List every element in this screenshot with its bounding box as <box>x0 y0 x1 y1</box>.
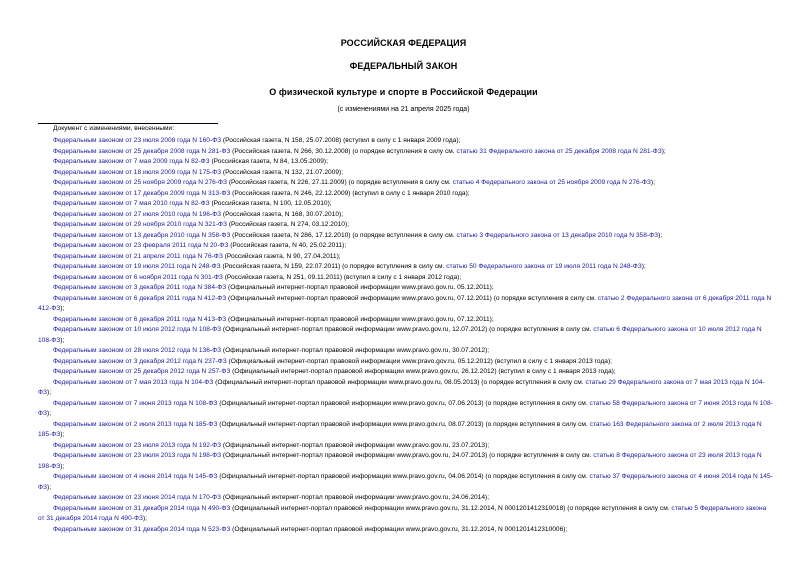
law-title: О физической культуре и спорте в Российской Федерации <box>269 87 538 97</box>
country-heading: РОССИЙСКАЯ ФЕДЕРАЦИЯ <box>340 38 467 48</box>
amendment-law-link[interactable]: Федеральным законом от 3 декабря 2011 года N 384-ФЗ <box>53 284 227 291</box>
amendment-law-link[interactable]: Федеральным законом от 23 июля 2008 года N 160-ФЗ <box>53 137 222 144</box>
amendment-law-link[interactable]: Федеральным законом от 27 июля 2010 года N 196-ФЗ <box>53 210 222 218</box>
amendment-tail-text: ); <box>60 462 65 470</box>
amendment-publication-text: (Официальный интернет-портал правовой информации www.pravo.gov.ru, 05.12.2011); <box>226 284 494 291</box>
amendment-law-link[interactable]: Федеральным законом от 25 декабря 2012 года N 257-ФЗ <box>53 368 231 375</box>
amendment-law-link[interactable]: Федеральным законом от 4 июня 2014 года N 145-ФЗ <box>53 473 218 480</box>
amendment-item <box>38 378 773 399</box>
amendment-law-link[interactable]: Федеральным законом от 28 июля 2012 года N 136-ФЗ <box>53 347 222 354</box>
amendment-publication-text: (Официальный интернет-портал правовой информации www.pravo.gov.ru, 31.12.2014, N 0001201412310006); <box>230 525 568 533</box>
amendment-publication-text: (Официальный интернет-портал правовой информации www.pravo.gov.ru, 08.07.2013) (о порядке вступления в силу см. <box>217 420 590 428</box>
divider-rule <box>38 123 218 124</box>
amendment-publication-text: (Российская газета, N 226, 27.11.2009) (о порядке вступления в силу см. <box>227 179 453 186</box>
amendment-article-link[interactable]: статью 5 Федерального закона от 31 декабря 2014 года N 490-ФЗ <box>38 504 767 522</box>
law-type-heading: ФЕДЕРАЛЬНЫЙ ЗАКОН <box>349 61 458 71</box>
amendment-publication-text: (Российская газета, N 100, 12.05.2010); <box>209 200 332 207</box>
amendment-tail-text: ); <box>641 263 646 270</box>
amendment-publication-text: (Официальный интернет-портал правовой информации www.pravo.gov.ru, 08.05.2013) (о порядке вступления в силу см. <box>213 378 586 386</box>
amendment-item <box>38 136 773 147</box>
amendment-publication-text: (Российская газета, N 159, 22.07.2011) (о порядке вступления в силу см. <box>220 263 447 270</box>
amendment-publication-text: (Российская газета, N 266, 30.12.2008) (о порядке вступления в силу см. <box>230 147 457 155</box>
amendment-item <box>38 346 773 357</box>
amendment-item <box>38 157 773 168</box>
amendment-law-link[interactable]: Федеральным законом от 6 декабря 2011 года N 412-ФЗ <box>53 294 227 302</box>
amendment-item <box>38 504 773 525</box>
amendment-item <box>38 420 773 441</box>
amendment-publication-text: (Российская газета, N 40, 25.02.2011); <box>228 242 347 249</box>
edition-note: (с изменениями на 21 апреля 2025 года) <box>337 106 470 113</box>
amendment-publication-text: (Официальный интернет-портал правовой информации www.pravo.gov.ru, 26.12.2012) (вступил в силу с 1 января 2013 года); <box>230 368 616 375</box>
amendment-law-link[interactable]: Федеральным законом от 2 июля 2013 года N 185-ФЗ <box>53 420 218 428</box>
amendment-tail-text: ); <box>142 515 147 522</box>
amendment-item <box>38 472 773 493</box>
amendment-law-link[interactable]: Федеральным законом от 6 декабря 2011 года N 413-ФЗ <box>53 315 227 323</box>
amendment-tail-text: ); <box>47 389 52 396</box>
amendment-item <box>38 252 773 263</box>
amendment-item <box>38 399 773 420</box>
amendment-item <box>38 168 773 179</box>
amendment-item <box>38 493 773 504</box>
amendment-law-link[interactable]: Федеральным законом от 13 декабря 2010 года N 358-ФЗ <box>53 231 231 239</box>
amendment-item <box>38 441 773 452</box>
amendment-item <box>38 525 773 536</box>
amendment-article-link[interactable]: статью 6 Федерального закона от 10 июля 2012 года N 108-ФЗ <box>38 326 762 344</box>
amendment-item <box>38 294 773 315</box>
amendment-item <box>38 273 773 284</box>
amendment-item <box>38 231 773 242</box>
amendment-publication-text: (Официальный интернет-портал правовой информации www.pravo.gov.ru, 07.06.2013) (о порядке вступления в силу см. <box>217 399 590 407</box>
amendment-article-link[interactable]: статью 58 Федерального закона от 7 июня 2013 года N 108-ФЗ <box>38 399 773 417</box>
amendment-tail-text: ); <box>47 410 52 417</box>
amendment-tail-text: ); <box>650 179 655 186</box>
amendment-law-link[interactable]: Федеральным законом от 23 февраля 2011 года N 20-ФЗ <box>53 242 229 249</box>
amendment-item <box>38 451 773 472</box>
amendment-item <box>38 262 773 273</box>
amendment-item <box>38 210 773 221</box>
amendment-publication-text: (Официальный интернет-портал правовой информации www.pravo.gov.ru, 23.07.2013); <box>221 441 490 449</box>
amendment-article-link[interactable]: статью 163 Федерального закона от 2 июля 2013 года N 185-ФЗ <box>38 420 762 438</box>
amendment-law-link[interactable]: Федеральным законом от 21 апреля 2011 года N 76-ФЗ <box>53 252 223 260</box>
amendment-item <box>38 220 773 231</box>
amendment-article-link[interactable]: статью 8 Федерального закона от 23 июля 2013 года N 198-ФЗ <box>38 452 762 470</box>
amendment-item <box>38 178 773 189</box>
amendment-article-link[interactable]: статью 31 Федерального закона от 25 декабря 2008 года N 281-ФЗ <box>456 147 662 155</box>
amendment-article-link[interactable]: статью 50 Федерального закона от 19 июля 2011 года N 248-ФЗ <box>446 263 642 270</box>
amendment-law-link[interactable]: Федеральным законом от 3 декабря 2012 года N 237-ФЗ <box>53 357 227 365</box>
amendment-article-link[interactable]: статью 37 Федерального закона от 4 июня 2014 года N 145-ФЗ <box>38 473 773 491</box>
amendment-law-link[interactable]: Федеральным законом от 7 мая 2009 года N 82-ФЗ <box>53 158 210 165</box>
amendment-publication-text: (Российская газета, N 274, 03.12.2010); <box>227 221 349 228</box>
amendment-law-link[interactable]: Федеральным законом от 10 июля 2012 года N 108-ФЗ <box>53 326 222 333</box>
amendment-publication-text: (Официальный интернет-портал правовой информации www.pravo.gov.ru, 24.06.2014); <box>221 494 490 501</box>
amendment-publication-text: (Российская газета, N 286, 17.12.2010) (о порядке вступления в силу см. <box>230 231 457 239</box>
amendment-tail-text: ); <box>658 231 663 239</box>
amendment-law-link[interactable]: Федеральным законом от 29 ноября 2010 года N 321-ФЗ <box>53 221 228 228</box>
amendment-item <box>38 367 773 378</box>
amendment-law-link[interactable]: Федеральным законом от 6 ноября 2011 года N 301-ФЗ <box>53 273 223 281</box>
amendment-law-link[interactable]: Федеральным законом от 7 мая 2010 года N 82-ФЗ <box>53 200 210 207</box>
amendment-publication-text: (Российская газета, N 84, 13.05.2009); <box>209 158 328 165</box>
amendment-publication-text: (Российская газета, N 246, 22.12.2009) (вступил в силу с 1 января 2010 года); <box>230 189 470 197</box>
amendment-item <box>38 199 773 210</box>
amendment-item <box>38 283 773 294</box>
amendment-publication-text: (Официальный интернет-портал правовой информации www.pravo.gov.ru, 30.07.2012); <box>221 347 490 354</box>
amendment-law-link[interactable]: Федеральным законом от 23 июля 2013 года N 192-ФЗ <box>53 441 222 449</box>
amendment-publication-text: (Российская газета, N 251, 09.11.2011) (вступил в силу с 1 января 2012 года); <box>222 273 462 281</box>
amendment-item <box>38 241 773 252</box>
amendments-intro: Документ с изменениями, внесенными: <box>53 125 175 132</box>
amendment-law-link[interactable]: Федеральным законом от 19 июля 2011 года N 248-ФЗ <box>53 263 221 270</box>
amendment-tail-text: ); <box>60 305 65 312</box>
amendment-publication-text: (Официальный интернет-портал правовой информации www.pravo.gov.ru, 04.06.2014) (о порядке вступления в силу см. <box>217 473 590 480</box>
amendment-publication-text: (Официальный интернет-портал правовой информации www.pravo.gov.ru, 24.07.2013) (о порядке вступления в силу см. <box>221 452 594 459</box>
amendment-publication-text: (Российская газета, N 168, 30.07.2010); <box>221 210 344 218</box>
amendment-item <box>38 325 773 346</box>
amendment-publication-text: (Официальный интернет-портал правовой информации www.pravo.gov.ru, 31.12.2014, N 0001201412310018) (о порядке вступления в силу см. <box>230 504 672 512</box>
amendment-publication-text: (Официальный интернет-портал правовой информации www.pravo.gov.ru, 07.12.2011) (о порядке вступления в силу см. <box>226 294 598 302</box>
amendment-tail-text: ); <box>47 483 52 491</box>
amendment-publication-text: (Российская газета, N 90, 27.04.2011); <box>222 252 341 260</box>
amendment-tail-text: ); <box>60 336 65 344</box>
amendments-list <box>38 136 773 535</box>
amendment-item <box>38 147 773 158</box>
amendment-tail-text: ); <box>60 431 65 438</box>
amendment-article-link[interactable]: статью 4 Федерального закона от 25 ноября 2009 года N 276-ФЗ <box>452 179 651 186</box>
amendment-law-link[interactable]: Федеральным законом от 7 июня 2013 года N 108-ФЗ <box>53 399 218 407</box>
amendment-publication-text: (Официальный интернет-портал правовой информации www.pravo.gov.ru, 12.07.2012) (о порядке вступления в силу см. <box>221 326 594 333</box>
amendment-item <box>38 357 773 368</box>
amendment-publication-text: (Российская газета, N 132, 21.07.2009); <box>221 168 344 176</box>
amendment-law-link[interactable]: Федеральным законом от 25 ноября 2009 года N 276-ФЗ <box>53 179 228 186</box>
amendment-law-link[interactable]: Федеральным законом от 23 июля 2013 года N 198-ФЗ <box>53 452 222 459</box>
amendment-law-link[interactable]: Федеральным законом от 17 декабря 2009 года N 313-ФЗ <box>53 189 231 197</box>
amendment-article-link[interactable]: статью 3 Федерального закона от 13 декабря 2010 года N 358-ФЗ <box>456 231 659 239</box>
amendment-law-link[interactable]: Федеральным законом от 31 декабря 2014 года N 490-ФЗ <box>53 504 231 512</box>
amendment-law-link[interactable]: Федеральным законом от 18 июля 2009 года N 175-ФЗ <box>53 168 222 176</box>
amendment-publication-text: (Официальный интернет-портал правовой информации www.pravo.gov.ru, 05.12.2012) (вступил в силу с 1 января 2013 года); <box>226 357 612 365</box>
amendment-item <box>38 315 773 326</box>
amendment-law-link[interactable]: Федеральным законом от 23 июня 2014 года N 170-ФЗ <box>53 494 222 501</box>
amendment-tail-text: ); <box>661 147 666 155</box>
amendment-publication-text: (Официальный интернет-портал правовой информации www.pravo.gov.ru, 07.12.2011); <box>226 315 494 323</box>
amendment-law-link[interactable]: Федеральным законом от 31 декабря 2014 года N 523-ФЗ <box>53 525 231 533</box>
amendment-law-link[interactable]: Федеральным законом от 25 декабря 2008 года N 281-ФЗ <box>53 147 231 155</box>
amendment-item <box>38 189 773 200</box>
amendment-article-link[interactable]: статью 2 Федерального закона от 6 декабря 2011 года N 412-ФЗ <box>38 294 772 312</box>
amendment-article-link[interactable]: статью 29 Федерального закона от 7 мая 2013 года N 104-ФЗ <box>38 378 765 396</box>
amendment-law-link[interactable]: Федеральным законом от 7 мая 2013 года N 104-ФЗ <box>53 378 214 386</box>
amendment-publication-text: (Российская газета, N 158, 25.07.2008) (вступил в силу с 1 января 2009 года); <box>221 137 461 144</box>
